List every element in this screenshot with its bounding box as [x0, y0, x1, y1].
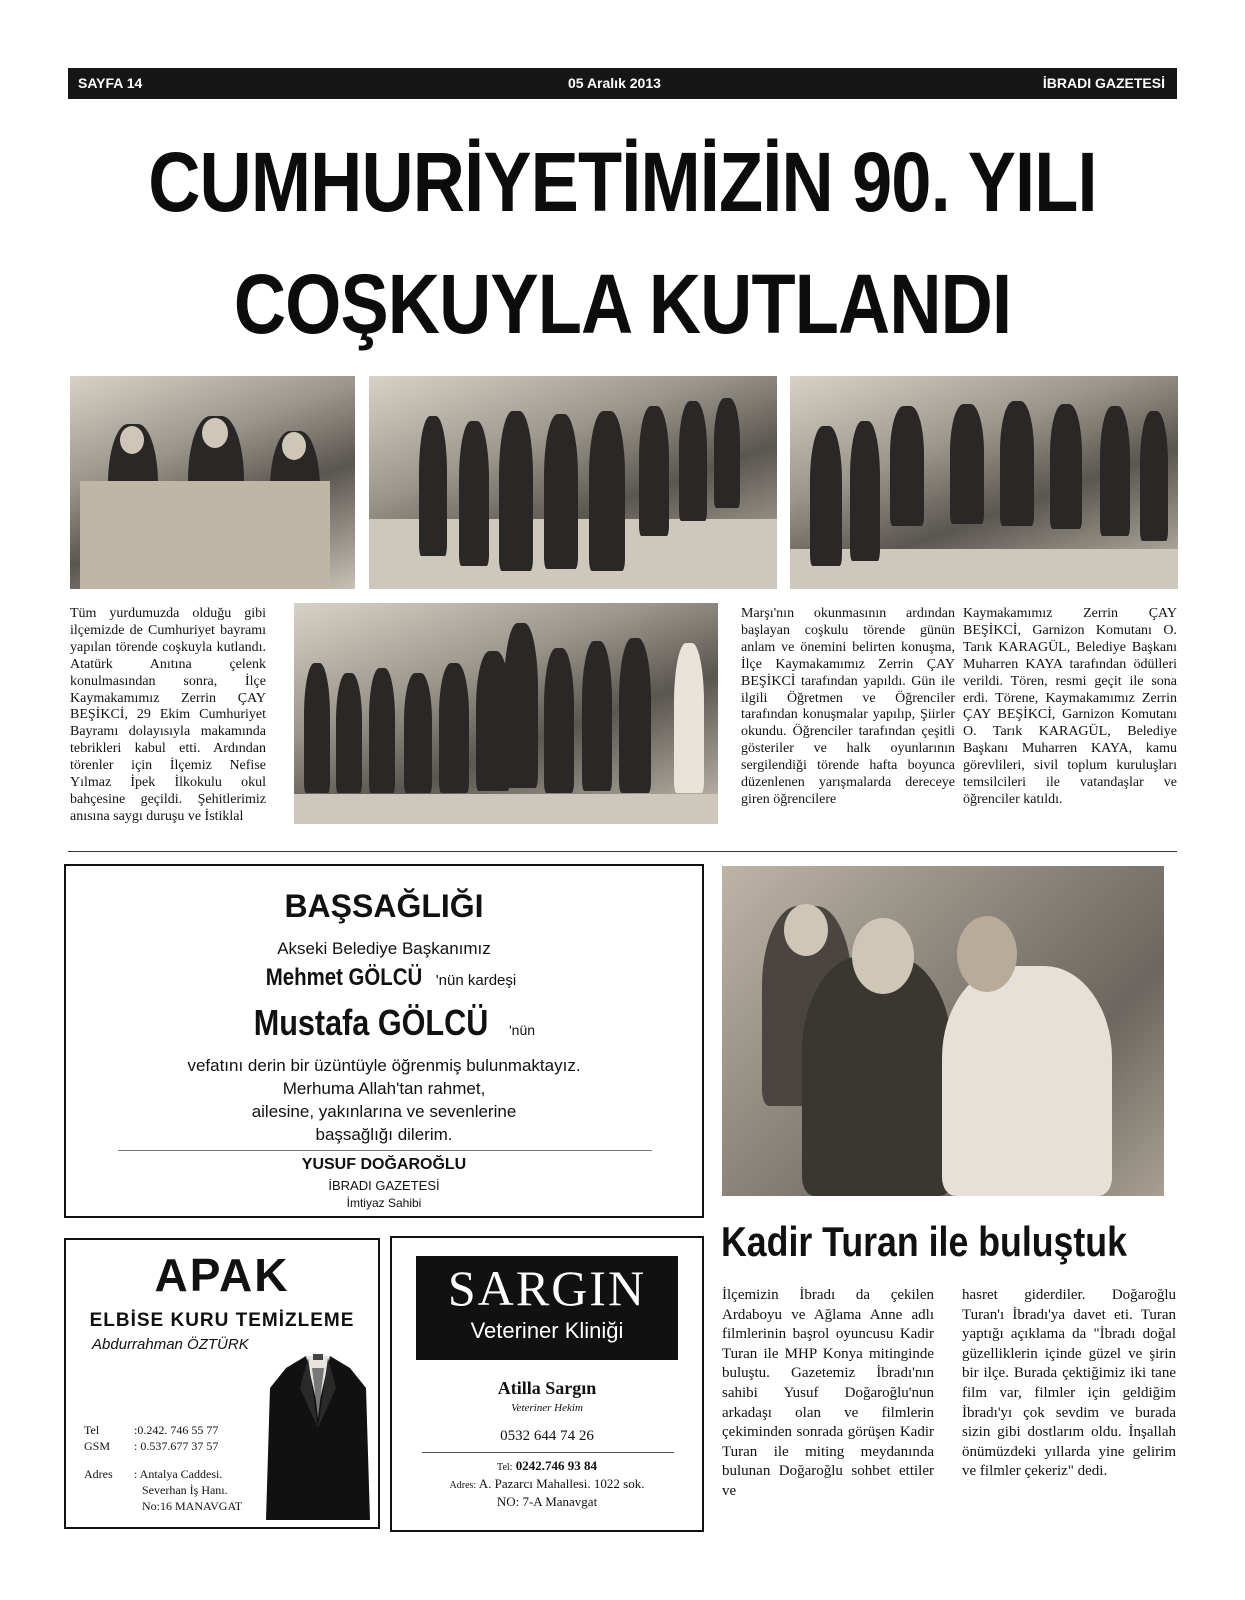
- ad-apak-gsm-label: GSM: [84, 1439, 111, 1453]
- condolence-name-2-suffix: 'nün: [508, 1022, 536, 1038]
- article-kadir-turan-text-2: hasret giderdiler. Doğaroğlu Turan'ı İbradı'ya davet eti. Turan yaptığı açıklama da "İbradı doğal güzelliklerin içinde güzel ve şirin bir ilçe. Burada çektiğimiz iki tane film var, filmler için geldiğim İbradı'yı çok sevdim ve burada sizin gibi dostlarım oldu. İnşallah önümüzdeki yıllarda yine gelirim ve filmler çekeriz" dedi.: [962, 1287, 1176, 1480]
- ad-apak-contacts: [84, 1422, 264, 1514]
- issue-date: 05 Aralık 2013: [568, 75, 661, 91]
- ad-sargin-name: Atilla Sargın: [497, 1378, 597, 1398]
- article-kadir-turan-col-1: [722, 1286, 934, 1502]
- article-kadir-turan-col-2: [962, 1286, 1176, 1482]
- condolence-name-2: Mustafa GÖLCÜ: [253, 1002, 489, 1043]
- photo-students-with-medals: [294, 603, 718, 824]
- condolence-signature-rule: [118, 1150, 652, 1151]
- ad-sargin-tel-line: [392, 1458, 702, 1474]
- article-cumhuriyet-col-1: [70, 606, 266, 826]
- page-number: SAYFA 14: [78, 75, 143, 91]
- article-kadir-turan-text-1: İlçemizin İbradı da çekilen Ardaboyu ve Ağlama Anne adlı filmlerinin başrol oyuncusu Kadir Turan ile MHP Konya mitinginde buluştu. Gazetemiz İbradı'nın sahibi Yusuf Doğaroğlu'nun arkadaşı olan ve filmlerin çekiminden sonrada görüşen Kadir Turan ile miting meydanında bulunan Doğaroğlu sohbet ettiler ve: [722, 1287, 934, 1499]
- condolence-title: BAŞSAĞLIĞI: [284, 888, 484, 924]
- ad-sargin-role: Veteriner Hekim: [511, 1402, 583, 1414]
- ad-apak-subtitle: ELBİSE KURU TEMİZLEME: [89, 1310, 355, 1331]
- condolence-line-4: ailesine, yakınlarına ve sevenlerine: [251, 1102, 517, 1121]
- article-kadir-turan-title: Kadir Turan ile buluştuk: [721, 1218, 1127, 1265]
- ad-apak-brand: APAK: [154, 1249, 290, 1301]
- ad-sargin-brand: SARGIN: [447, 1260, 647, 1316]
- ad-apak-dry-cleaning: [64, 1238, 380, 1529]
- ad-apak-owner: Abdurrahman ÖZTÜRK: [92, 1336, 249, 1353]
- condolence-signer: YUSUF DOĞAROĞLU: [301, 1156, 467, 1173]
- condolence-name-line-2: [66, 1002, 702, 1044]
- ad-apak-address-2: Severhan İş Hanı.: [142, 1483, 228, 1497]
- suit-icon: [266, 1348, 370, 1520]
- ad-sargin-tel: 0242.746 93 84: [515, 1458, 597, 1473]
- ad-sargin-subtitle: Veteriner Kliniği: [470, 1318, 624, 1343]
- ad-sargin-address-2: NO: 7-A Manavgat: [496, 1494, 598, 1509]
- ad-sargin-logo: [416, 1256, 678, 1360]
- ad-apak-tel-label: Tel: [84, 1423, 100, 1437]
- condolence-line-1: Akseki Belediye Başkanımız: [277, 939, 491, 958]
- photo-officials-with-children: [790, 376, 1178, 589]
- article-cumhuriyet-text-1: Tüm yurdumuzda olduğu gibi ilçemizde de Cumhuriyet bayramı yapılan törende coşkuyla kutlandı. Atatürk Anıtına çelenk konulmasından sonra, İlçe Kaymakamımız Zerrin ÇAY BEŞİKCİ, 29 Ekim Cumhuriyet Bayramı dolayısıyla makamında tebrikleri kabul etti. Ardından törenler için İlçemiz Nefise Yılmaz İpek İlkokulu okul bahçesine geçildi. Şehitlerimiz anısına saygı duruşu ve İstiklal: [70, 606, 266, 824]
- ad-apak-address-1: : Antalya Caddesi.: [134, 1467, 223, 1481]
- ad-sargin-address-label: Adres:: [449, 1480, 477, 1491]
- condolence-name-1-suffix: 'nün kardeşi: [435, 972, 517, 989]
- condolence-line-3: Merhuma Allah'tan rahmet,: [282, 1079, 486, 1098]
- ad-apak-gsm: : 0.537.677 37 57: [134, 1439, 219, 1453]
- ad-sargin-veterinary: [390, 1236, 704, 1532]
- condolence-signer-role: İmtiyaz Sahibi: [346, 1196, 422, 1210]
- condolence-name-line-1: [66, 964, 702, 992]
- page-header-bar: [68, 68, 1177, 99]
- photo-kadir-turan-meeting: [722, 866, 1164, 1196]
- condolence-line-5: başsağlığı dilerim.: [315, 1125, 453, 1144]
- photo-speech-podium: [70, 376, 355, 589]
- article-cumhuriyet-text-2: Marşı'nın okunmasının ardından başlayan coşkulu törende günün anlam ve önemini belirten konuşma, İlçe Kaymakamımız Zerrin ÇAY BEŞİKCİ tarafından yapıldı. Gün ile ilgili Öğretmen ve Öğrenciler tarafından konuşmalar yapılıp, Şiirler okundu. Öğrenciler tarafından çeşitli gösteriler ve halk oyunlarının sergilendiği törende hafta boyunca düzenlenen yarışmalarda dereceye giren öğrencilere: [741, 606, 955, 807]
- headline-line-2: COŞKUYLA KUTLANDI: [233, 257, 1012, 351]
- photo-students-saluting: [369, 376, 777, 589]
- ad-apak-address-label: Adres: [84, 1467, 113, 1481]
- condolence-name-1: Mehmet GÖLCÜ: [265, 964, 422, 991]
- condolence-line-2: vefatını derin bir üzüntüyle öğrenmiş bulunmaktayız.: [187, 1056, 581, 1075]
- ad-sargin-tel-label: Tel:: [497, 1462, 513, 1473]
- article-cumhuriyet-text-3: Kaymakamımız Zerrin ÇAY BEŞİKCİ, Garnizon Komutanı O. Tarık KARAGÜL, Belediye Başkanı Muharren KAYA tarafından ödülleri verildi. Tören, resmi geçit ile sona erdi. Törene, Kaymakamımız Zerrin ÇAY BEŞİKCİ, Garnizon Komutanı O. Tarık KARAGÜL, Belediye Başkanı Muharren KAYA, kamu görevlileri, sivil toplum kuruluşları temsilcileri ile vatandaşlar ve öğrenciler katıldı.: [963, 606, 1177, 807]
- ad-sargin-divider: [422, 1452, 674, 1453]
- newspaper-name: İBRADI GAZETESİ: [1042, 75, 1165, 91]
- article-cumhuriyet-col-3: [963, 606, 1177, 809]
- headline-line-1: CUMHURİYETİMİZİN 90. YILI: [148, 135, 1097, 229]
- ad-apak-tel: :0.242. 746 55 77: [134, 1423, 219, 1437]
- condolence-signer-org: İBRADI GAZETESİ: [328, 1178, 440, 1193]
- section-divider: [68, 851, 1177, 852]
- ad-sargin-address-line: [392, 1476, 702, 1492]
- article-cumhuriyet-col-2: [741, 606, 955, 809]
- ad-sargin-address-1: A. Pazarcı Mahallesi. 1022 sok.: [478, 1476, 645, 1491]
- ad-sargin-gsm: 0532 644 74 26: [500, 1428, 594, 1444]
- ad-apak-address-3: No:16 MANAVGAT: [142, 1499, 243, 1513]
- condolence-notice: [64, 864, 704, 1218]
